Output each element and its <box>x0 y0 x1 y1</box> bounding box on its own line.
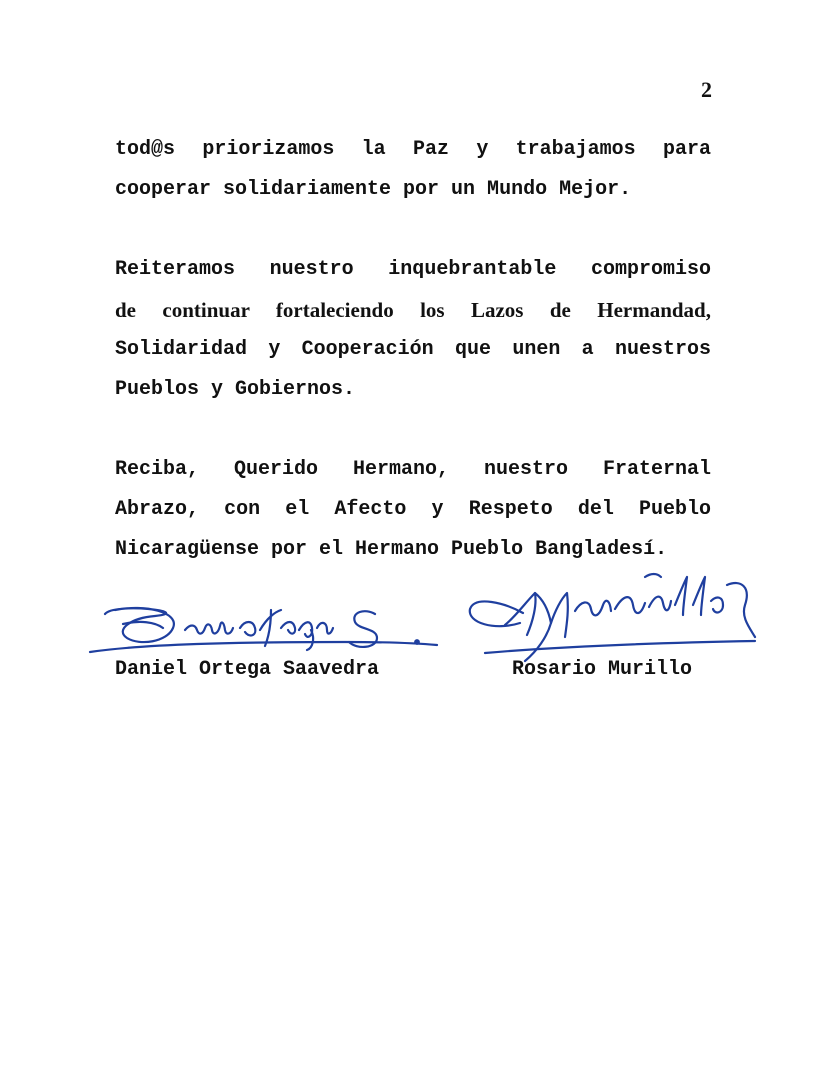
paragraph-line: Solidaridad y Cooperación que unen a nuestros <box>115 338 711 361</box>
murillo-signature <box>465 565 760 670</box>
paragraph-line: Reiteramos nuestro inquebrantable compromiso <box>115 258 711 281</box>
paragraph-line: Nicaragüense por el Hermano Pueblo Bangladesí. <box>115 538 668 561</box>
paragraph-commitment <box>115 250 711 410</box>
paragraph-line: de continuar fortaleciendo los Lazos de Hermandad, <box>115 298 711 322</box>
paragraph-line: tod@s priorizamos la Paz y trabajamos para <box>115 138 711 161</box>
paragraph-line: cooperar solidariamente por un Mundo Mejor. <box>115 178 632 201</box>
signer-name-murillo: Rosario Murillo <box>512 658 693 681</box>
paragraph-closing-peace <box>115 130 711 210</box>
paragraph-line: Reciba, Querido Hermano, nuestro Fraternal <box>115 458 711 481</box>
page-number: 2 <box>701 77 712 102</box>
paragraph-line: Pueblos y Gobiernos. <box>115 378 356 401</box>
paragraph-line: Abrazo, con el Afecto y Respeto del Pueblo <box>115 498 711 521</box>
ortega-signature <box>85 590 445 665</box>
signer-name-ortega: Daniel Ortega Saavedra <box>115 658 380 681</box>
paragraph-greeting <box>115 450 711 570</box>
